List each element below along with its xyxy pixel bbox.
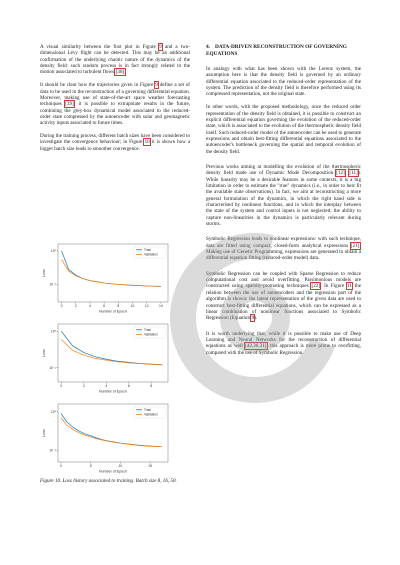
figure-ref-11[interactable]: 11 [347,283,352,290]
y-tick-label: 10⁻¹ [49,282,56,287]
legend-label: Train [144,247,152,252]
x-tick-label: 8 [150,384,153,389]
x-tick-label: 4 [88,304,91,309]
section-number: 4. [206,44,210,50]
paragraph-analogy: In analogy with what has been shown with the Lorenz system, the assumption here is that the density field is governed by an ordinary differential equation associated to the reduced-order representation of the system. The prediction of the density field is therefore performed using its compressed representation, not the original state. [206,66,361,98]
text-run: the relation between the use of autoencoders and the regression part of the algorithm is shown: the latent representation of the given data are used to construct best-fitting differential equations, which can be expressed as a linear combination of nonlinear functions associated to Symbolic Regression (Equation [206,283,361,322]
y-tick-label: 10⁰ [50,249,56,254]
text-run: Symbolic Regression leads to nonlinear expressions: with such technique, data are fitted using compact, closed-form analytical expressions [206,236,361,249]
y-axis-label: Loss [42,269,46,277]
text-run: During the training process, different batch sizes have been considered to investigate the convergence behaviour; in Figure [40,133,190,146]
x-tick-label: 10 [118,464,123,469]
x-tick-label: 4 [105,384,108,389]
text-run: It should be clear how the trajectories given in Figure [40,82,155,89]
y-tick-label: 10⁻¹ [49,365,56,370]
text-run: , it is possible to extrapolate results in the future, combining the grey-box dynamical model associated to the reduced-order state compressed by the autoencoder with solar and geomagnetic activity inputs associated to future times. [40,101,191,127]
section-title: DATA-DRIVEN RECONSTRUCTION OF GOVERNING EQUATIONS [206,44,347,57]
figure-caption: Figure 10. Loss history associated to training. Batch size 8, 16, 50. [40,478,177,484]
x-tick-label: 10 [130,304,135,309]
text-run: ). While linearity may be a desirable features in some contexts, it is a big limitation in order to estimate the "true" dynamics (i.e., in order to best fit the available state observations). In fact, we aim at reconstructing a more general formulation of the dynamics, in which the right hand side is characterised by nonlinear functions, and in which the interplay between the state of the system and control inputs is not neglected; the ability to capture non-linearities in the dynamics is particularly relevant during storms. [206,170,361,228]
text-run: , this approach is more prone to overfitting, compared with the use of Symbolic Regression. [206,343,361,356]
legend-label: Validation [144,412,158,417]
text-run: , [345,170,350,177]
equation-ref-9[interactable]: 9 [251,315,255,322]
text-run: Previous works aiming at modelling the evolution of the thermospheric density field made use of Dynamic Mode Decomposition [206,163,361,177]
text-run: and a two-dimensional Lévy flight can be detected. This may be an additional confirmation of the underlying chaotic nature of the dynamics of the density field: such random process is in fact strongly related to the motion associated to turbulent flows [40,44,190,76]
text-run: A visual similarity between the first plot in Figure [40,44,159,50]
text-run: it is shown how a bigger batch size leads to smoother convergence. [40,139,190,152]
paragraph-symbolic-regression [206,236,361,261]
section-heading [206,44,361,57]
citation-link-22[interactable]: [22] [311,283,321,290]
figure-ref-9[interactable]: 9 [159,44,162,50]
loss-chart-batch-8 [40,238,190,318]
figure-ref-10[interactable]: 10 [144,139,150,146]
figure-10 [40,238,190,478]
loss-chart-batch-50 [40,398,190,478]
text-run: Symbolic Regression can be coupled with Sparse Regression to reduce computational cost and avoid overfitting. Parsimonious models are constructed using sparsity-promoting techniques [206,270,361,290]
text-run: . [124,69,126,76]
citation-link-39[interactable]: [39] [65,101,74,108]
paragraph-training [40,133,190,152]
x-tick-label: 6 [127,384,130,389]
x-tick-label: 12 [144,304,149,309]
y-axis-label: Loss [42,349,46,357]
x-tick-label: 6 [103,304,106,309]
x-tick-label: 15 [148,464,153,469]
x-tick-label: 8 [117,304,120,309]
x-tick-label: 14 [159,304,163,309]
legend-label: Train [144,327,152,332]
legend-label: Train [144,407,152,412]
x-tick-label: 5 [89,464,92,469]
text-run: . In Figure [320,283,347,290]
paragraph-sparse-regression [206,271,361,322]
x-tick-label: 0 [60,464,62,469]
y-axis-label: Loss [42,429,46,437]
text-run: define a set of data to be used in the reconstruction of a governing differential equation. Moreover, making use of state-of-the-art space weather forecasting techniques [40,82,190,108]
x-tick-label: 0 [60,304,63,309]
citation-link-11[interactable]: [11] [349,170,358,177]
x-axis-label: Number of Epoch [99,309,127,314]
citation-link-12[interactable]: [12] [336,170,345,177]
x-axis-label: Number of Epoch [99,389,127,394]
text-run: ). [254,315,258,322]
right-column [206,44,361,356]
figure-ref-9[interactable]: 9 [155,82,158,89]
citation-link-38[interactable]: [38] [115,69,125,76]
paragraph-levy-flight [40,44,190,76]
paragraph-trajectories [40,82,190,126]
text-run: It is worth underlying that, while it is possible to make use of Deep Learning and Neural Networks for the reconstruction of differential equations as well [206,330,361,350]
paragraph-deep-learning [206,331,361,356]
y-tick-label: 10⁻¹ [49,448,56,453]
y-tick-label: 10⁰ [50,410,56,415]
x-tick-label: 0 [60,384,63,389]
x-tick-label: 2 [82,384,85,389]
citation-link-21[interactable]: [21] [350,242,360,249]
x-axis-label: Number of Epoch [99,469,127,474]
y-tick-label: 10⁰ [50,329,56,334]
paragraph-methodology: In other words, with the proposed methodology, once the reduced order representation of the density field is obtained, it is possible to construct an explicit differential equation governing the evolution of the reduced-order state, which is associated to the evolution of the thermospheric density field itself. Such reduced-order model of the autoencoder can be used to generate expressions and obtain best-fitting differential equations associated to the autoencoder's bottleneck governing the spatial and temporal evolution of the density field. [206,104,361,155]
left-column [40,44,190,152]
paragraph-previous-works [206,164,361,227]
text-run: . Making use of Genetic Programming, expressions are generated to obtain a differential equation fitting (reduced-order model) data. [206,242,361,262]
loss-chart-batch-16 [40,318,190,398]
legend-label: Validation [144,332,158,337]
citation-link-42-36-31[interactable]: [42,36,31] [245,343,267,350]
legend-label: Validation [144,252,158,257]
x-tick-label: 2 [74,304,77,309]
